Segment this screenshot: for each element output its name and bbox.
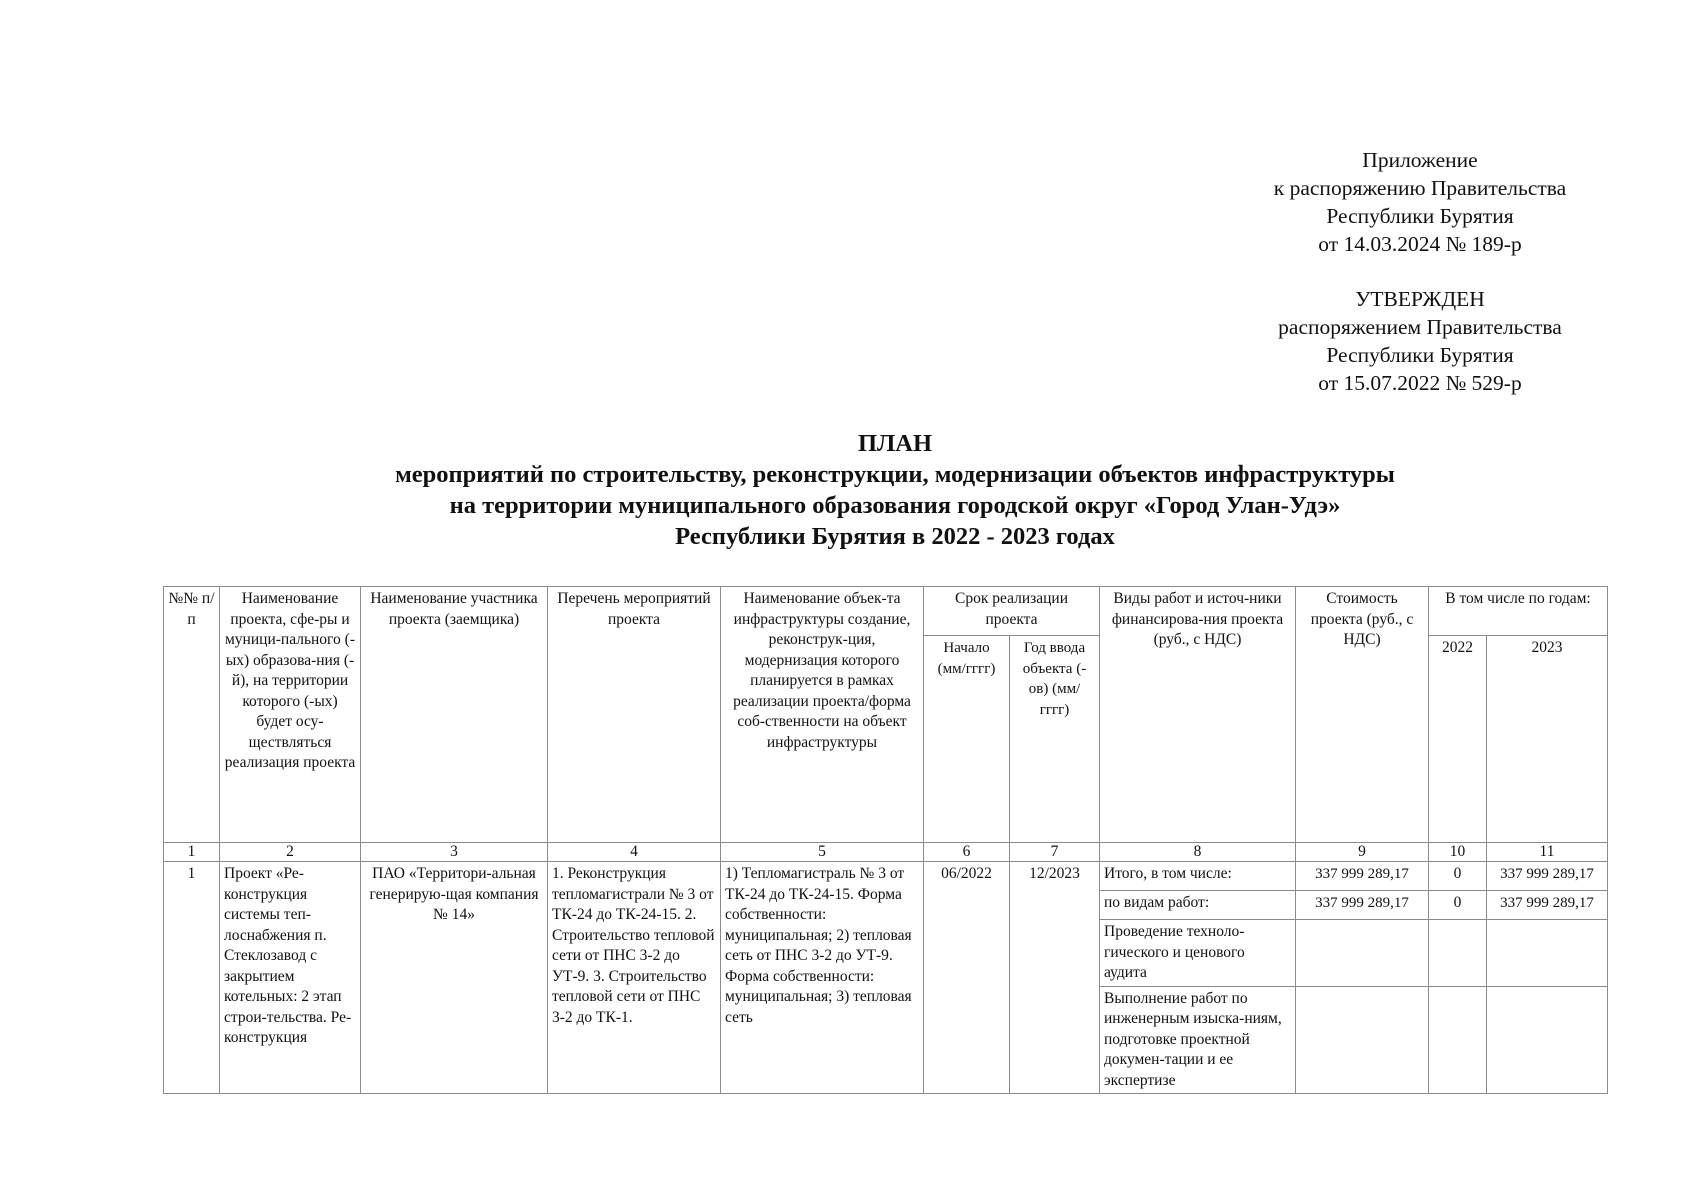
header-cell-start: Начало (мм/гггг) — [924, 636, 1010, 843]
work-name: Итого, в том числе: — [1100, 862, 1296, 891]
approved-line: от 15.07.2022 № 529-р — [1318, 371, 1522, 395]
work-2023 — [1487, 986, 1608, 1094]
column-number: 9 — [1296, 843, 1429, 862]
work-2023: 337 999 289,17 — [1487, 862, 1608, 891]
document-title — [160, 428, 1630, 552]
column-number: 6 — [924, 843, 1010, 862]
appendix-line: Республики Бурятия — [1326, 204, 1514, 228]
column-number: 4 — [548, 843, 721, 862]
work-name: Проведение техноло-гического и ценового аудита — [1100, 920, 1296, 987]
header-cell-end: Год ввода объекта (-ов) (мм/гггг) — [1010, 636, 1100, 843]
row-number: 1 — [164, 862, 220, 1094]
header-cell-by-years: В том числе по годам: — [1429, 587, 1608, 636]
column-number: 3 — [361, 843, 548, 862]
work-name: по видам работ: — [1100, 891, 1296, 920]
approved-block — [1190, 285, 1650, 397]
work-cost — [1296, 920, 1429, 987]
appendix-line: к распоряжению Правительства — [1273, 176, 1567, 200]
header-cell-cost: Стоимость проекта (руб., с НДС) — [1296, 587, 1429, 843]
row-objects: 1) Тепломагистраль № 3 от ТК-24 до ТК-24-15. Форма собственности: муниципальная; 2) тепловая сеть от ПНС 3-2 до УТ-9. Форма собственности: муниципальная; 3) тепловая сеть — [721, 862, 924, 1094]
appendix-block — [1190, 146, 1650, 258]
header-row — [164, 587, 1608, 636]
work-2022 — [1429, 920, 1487, 987]
work-cost — [1296, 986, 1429, 1094]
approved-line: УТВЕРЖДЕН — [1355, 287, 1485, 311]
column-number: 7 — [1010, 843, 1100, 862]
row-measures: 1. Реконструкция тепломагистрали № 3 от ТК-24 до ТК-24-15. 2. Строительство тепловой сети от ПНС 3-2 до УТ-9. 3. Строительство тепловой сети от ПНС 3-2 до ТК-1. — [548, 862, 721, 1094]
row-end: 12/2023 — [1010, 862, 1100, 1094]
column-number: 5 — [721, 843, 924, 862]
header-cell-project: Наименование проекта, сфе-ры и муници-пального (-ых) образова-ния (-й), на территории которого (-ых) будет осу-ществляться реализация проекта — [220, 587, 361, 843]
title-line: ПЛАН — [857, 430, 933, 457]
work-2023 — [1487, 920, 1608, 987]
work-2022: 0 — [1429, 891, 1487, 920]
column-number: 10 — [1429, 843, 1487, 862]
header-cell-participant: Наименование участника проекта (заемщика) — [361, 587, 548, 843]
title-line: мероприятий по строительству, реконструкции, модернизации объектов инфраструктуры — [395, 461, 1395, 488]
header-cell-measures: Перечень мероприятий проекта — [548, 587, 721, 843]
work-2022 — [1429, 986, 1487, 1094]
header-cell-works: Виды работ и источ-ники финансирова-ния проекта (руб., с НДС) — [1100, 587, 1296, 843]
approved-line: Республики Бурятия — [1326, 343, 1514, 367]
appendix-line: от 14.03.2024 № 189-р — [1318, 232, 1522, 256]
work-name: Выполнение работ по инженерным изыска-ниям, подготовке проектной докумен-тации и ее экспертизе — [1100, 986, 1296, 1094]
column-number: 8 — [1100, 843, 1296, 862]
work-cost: 337 999 289,17 — [1296, 891, 1429, 920]
row-start: 06/2022 — [924, 862, 1010, 1094]
work-2022: 0 — [1429, 862, 1487, 891]
column-number: 11 — [1487, 843, 1608, 862]
row-project: Проект «Ре-конструкция системы теп-лоснабжения п. Стеклозавод с закрытием котельных: 2 этап строи-тельства. Ре-конструкция — [220, 862, 361, 1094]
header-cell-period: Срок реализации проекта — [924, 587, 1100, 636]
approved-line: распоряжением Правительства — [1278, 315, 1562, 339]
header-cell-2022: 2022 — [1429, 636, 1487, 843]
work-2023: 337 999 289,17 — [1487, 891, 1608, 920]
title-line: Республики Бурятия в 2022 - 2023 годах — [675, 523, 1115, 550]
title-line: на территории муниципального образования городской округ «Город Улан-Удэ» — [449, 492, 1341, 519]
header-cell-objects: Наименование объек-та инфраструктуры создание, реконструк-ция, модернизация которого планируется в рамках реализации проекта/форма соб-ственности на объект инфраструктуры — [721, 587, 924, 843]
header-cell-number: №№ п/п — [164, 587, 220, 843]
plan-table — [163, 586, 1608, 1094]
table-row — [164, 862, 1608, 891]
header-cell-2023: 2023 — [1487, 636, 1608, 843]
work-cost: 337 999 289,17 — [1296, 862, 1429, 891]
column-number: 2 — [220, 843, 361, 862]
appendix-line: Приложение — [1362, 148, 1478, 172]
column-number: 1 — [164, 843, 220, 862]
column-numbers-row — [164, 843, 1608, 862]
row-participant: ПАО «Территори-альная генерирую-щая компания № 14» — [361, 862, 548, 1094]
